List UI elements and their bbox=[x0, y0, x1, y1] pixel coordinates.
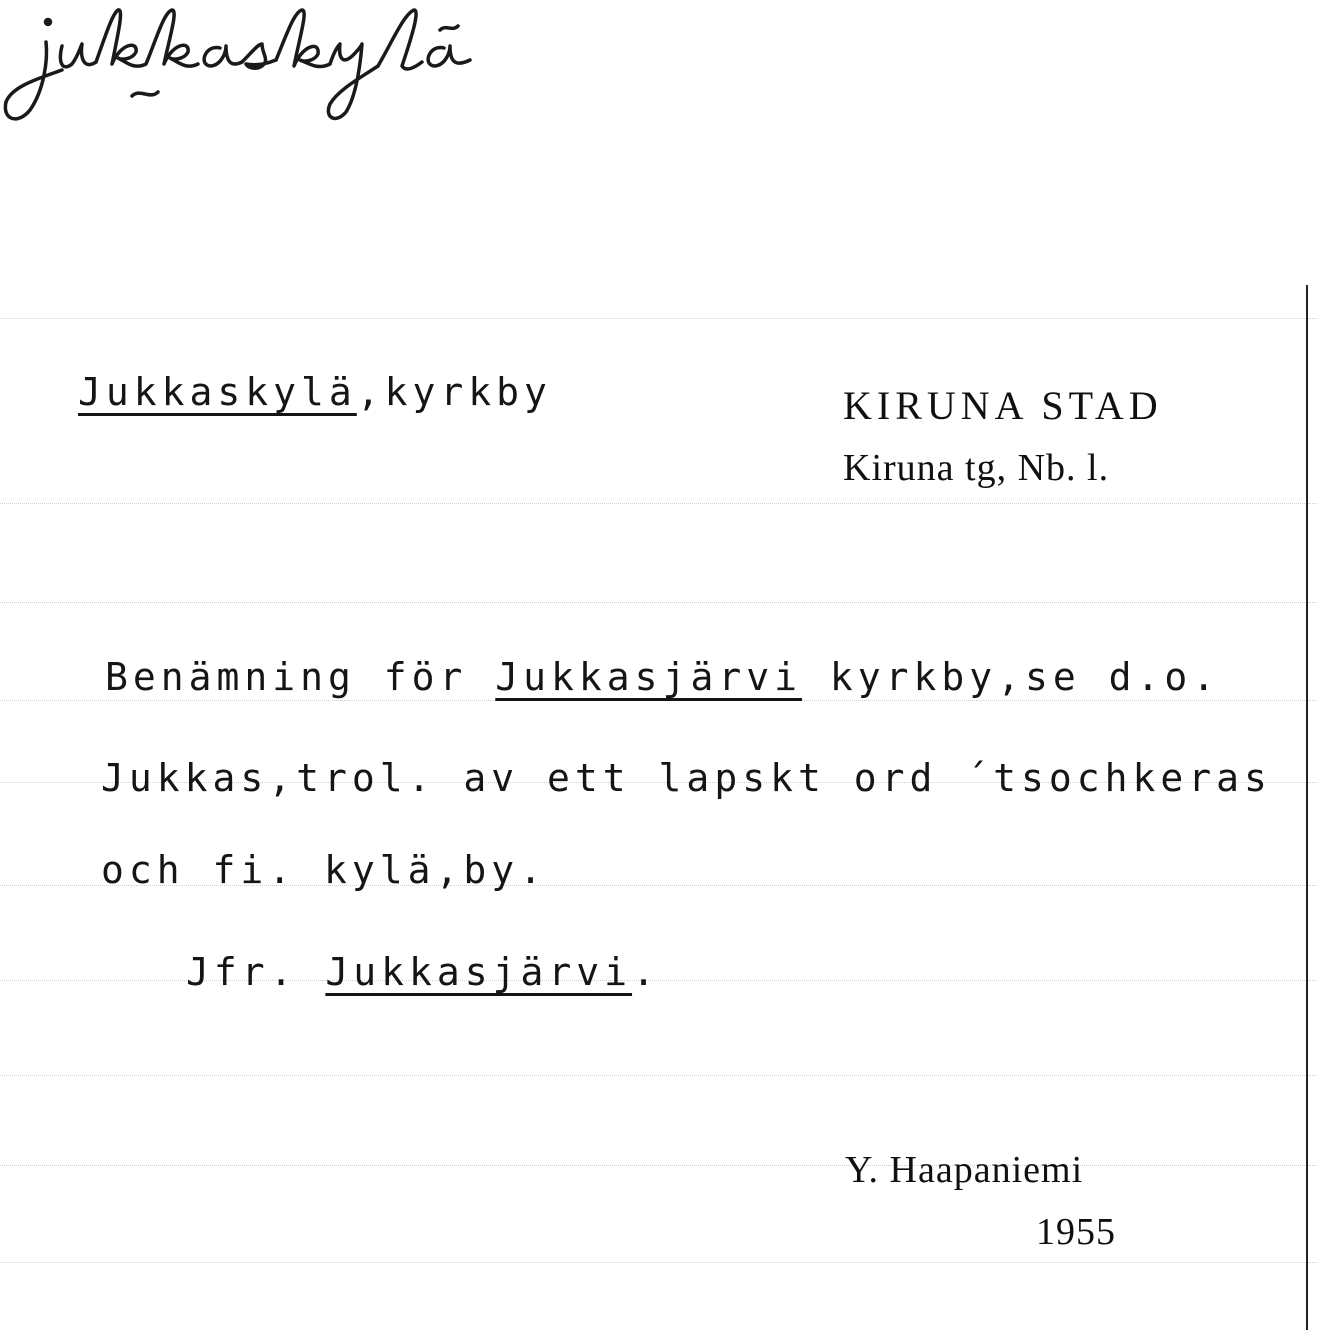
parish-reference: Kiruna tg, Nb. l. bbox=[843, 447, 1110, 489]
parish-name: KIRUNA STAD bbox=[843, 383, 1163, 428]
ruled-line bbox=[0, 700, 1317, 701]
ruled-line bbox=[0, 503, 1317, 504]
headword-suffix: ,kyrkby bbox=[356, 370, 552, 414]
cross-reference-jukkasjarvi: Jukkasjärvi bbox=[495, 655, 802, 699]
ruled-line bbox=[0, 1165, 1317, 1166]
body-line-4-pre: Jfr. bbox=[186, 950, 326, 994]
handwritten-name-form bbox=[0, 0, 650, 140]
body-line-1-post: kyrkby,se d.o. bbox=[801, 655, 1221, 699]
headword: Jukkaskylä bbox=[78, 370, 357, 414]
ruled-line bbox=[0, 602, 1317, 603]
ruled-line bbox=[0, 1075, 1317, 1076]
body-line-4-post: . bbox=[632, 950, 660, 994]
body-line-2: Jukkas,trol. av ett lapskt ord ´tsochkeras bbox=[101, 756, 1272, 800]
body-line-4 bbox=[186, 950, 660, 994]
headword-line bbox=[78, 370, 552, 414]
cross-reference-jukkasjarvi: Jukkasjärvi bbox=[325, 950, 633, 994]
body-line-3: och fi. kylä,by. bbox=[101, 848, 548, 892]
ruled-line bbox=[0, 318, 1317, 319]
body-line-1 bbox=[105, 655, 1220, 699]
card-edge-line bbox=[1306, 285, 1308, 1330]
collector-name: Y. Haapaniemi bbox=[845, 1149, 1084, 1191]
collection-year: 1955 bbox=[1036, 1211, 1116, 1253]
ruled-line bbox=[0, 1262, 1317, 1263]
body-line-1-pre: Benämning för bbox=[105, 655, 496, 699]
